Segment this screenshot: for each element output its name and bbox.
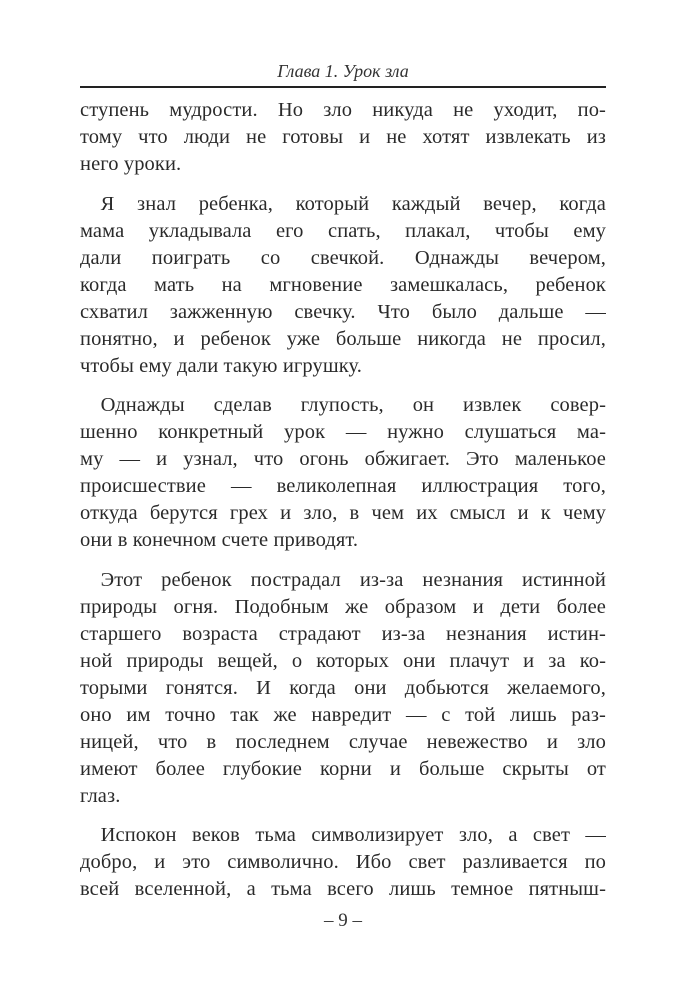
text-line: Испокон веков тьма символизирует зло, а свет — — [80, 824, 606, 846]
text-line: него уроки. — [80, 153, 182, 175]
text-line: чтобы ему дали такую игрушку. — [80, 354, 363, 377]
text-line: дали поиграть со свечкой. Однажды вечером, — [80, 246, 606, 269]
text-line: ступень мудрости. Но зло никуда не уходит, по- — [80, 99, 606, 121]
text-line: Я знал ребенка, который каждый вечер, когда — [80, 192, 606, 215]
text-line: оно им точно так же навредит — с той лишь раз- — [80, 703, 606, 726]
text-line: глаз. — [80, 784, 121, 807]
text-line: тому что люди не готовы и не хотят извлекать из — [80, 126, 606, 148]
text-line: Этот ребенок пострадал из-за незнания истинной — [80, 568, 606, 591]
text-line: когда мать на мгновение замешкалась, ребенок — [80, 273, 606, 296]
page-number: – 9 – — [324, 910, 362, 931]
paragraph — [80, 191, 606, 380]
text-line: природы огня. Подобным же образом и дети более — [80, 595, 606, 618]
text-line: имеют более глубокие корни и больше скрыты от — [80, 757, 606, 780]
paragraph — [80, 567, 606, 810]
text-line: шенно конкретный урок — нужно слушаться ма- — [80, 421, 606, 443]
text-line: ницей, что в последнем случае невежество и зло — [80, 730, 606, 753]
text-line: торыми гонятся. И когда они добьются желаемого, — [80, 676, 606, 699]
text-line: Однажды сделав глупость, он извлек совер- — [80, 394, 606, 416]
text-line: всей вселенной, а тьма всего лишь темное пятныш- — [80, 878, 606, 900]
paragraph — [80, 822, 606, 903]
text-line: добро, и это символично. Ибо свет разливается по — [80, 851, 606, 873]
text-line: му — и узнал, что огонь обжигает. Это маленькое — [80, 448, 606, 470]
paragraph — [80, 392, 606, 554]
text-line: старшего возраста страдают из-за незнания истин- — [80, 622, 606, 645]
text-line: мама укладывала его спать, плакал, чтобы ему — [80, 219, 606, 242]
text-line: они в конечном счете приводят. — [80, 529, 359, 551]
text-line: происшествие — великолепная иллюстрация того, — [80, 475, 606, 497]
text-line: ной природы вещей, о которых они плачут и за ко- — [80, 649, 606, 672]
paragraph — [80, 97, 606, 178]
page-body — [80, 97, 606, 916]
text-line: откуда берутся грех и зло, в чем их смысл и к чему — [80, 502, 606, 524]
header-rule — [80, 86, 606, 88]
text-line: понятно, и ребенок уже больше никогда не просил, — [80, 327, 606, 350]
text-line: схватил зажженную свечку. Что было дальше — — [80, 300, 606, 323]
running-header: Глава 1. Урок зла — [277, 61, 409, 81]
